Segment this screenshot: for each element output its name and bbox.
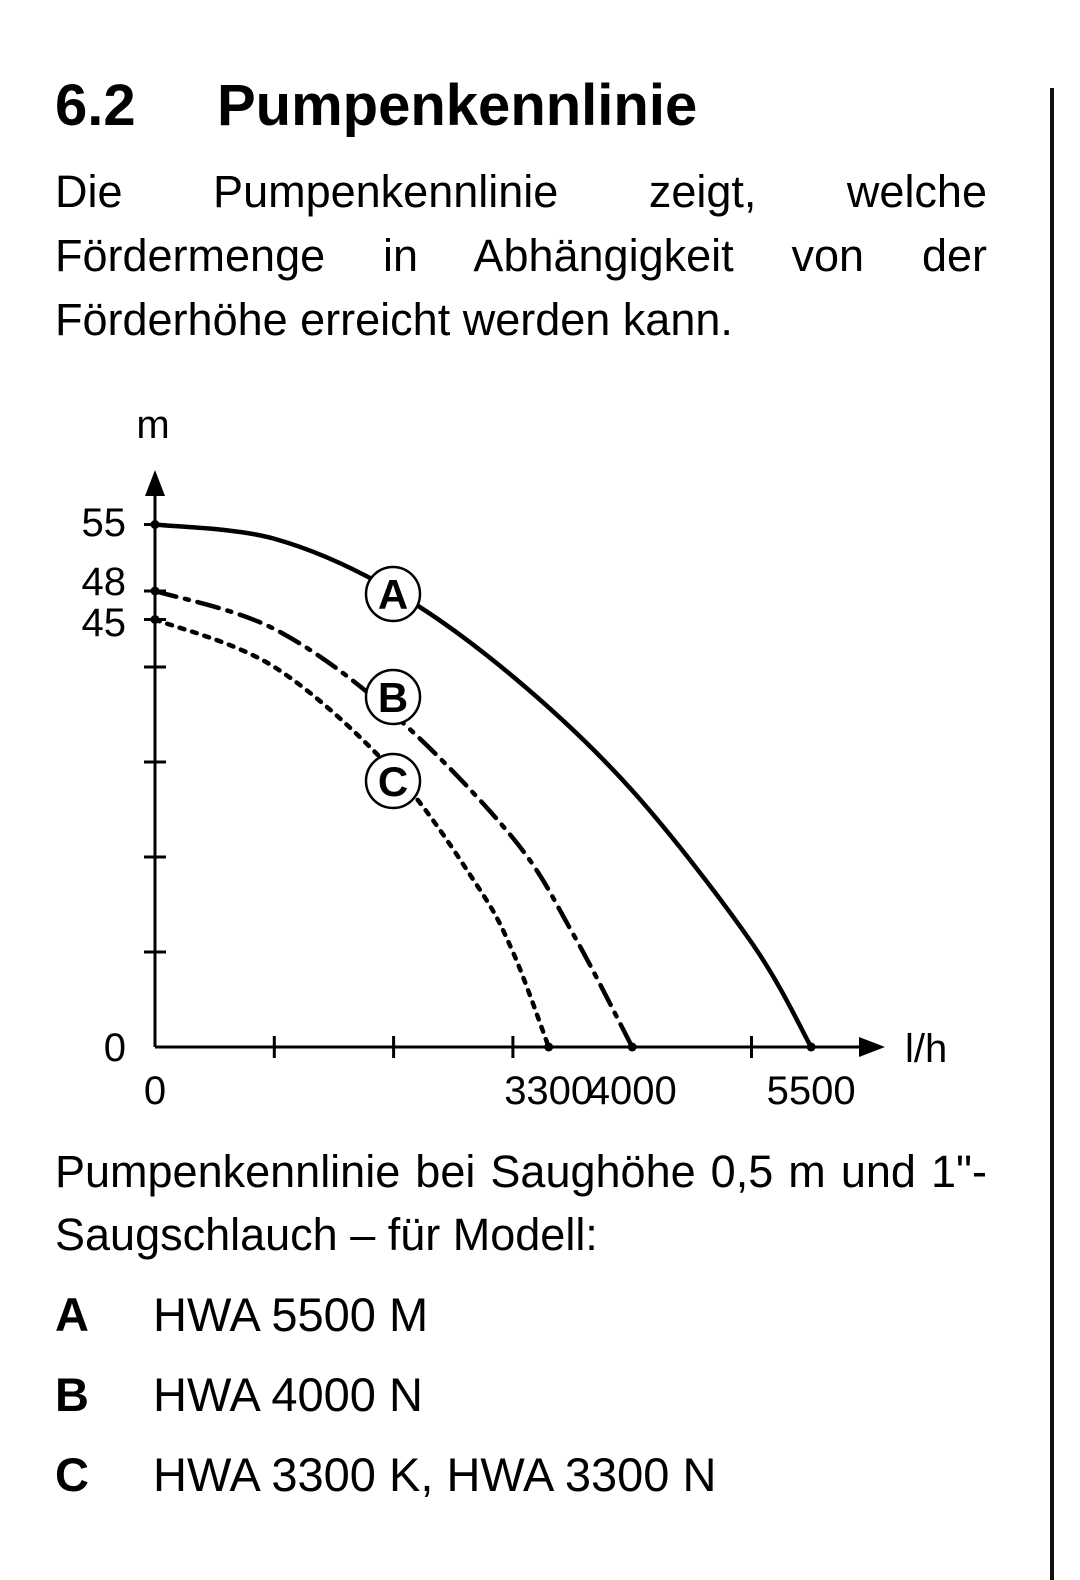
chart-svg [0,380,1000,1120]
legend-key: B [55,1368,89,1421]
curve-c-start-point [151,615,160,624]
legend-model: HWA 5500 M [153,1288,429,1341]
curve-b [155,591,632,1047]
x-axis-label: l/h [905,1027,948,1071]
section-title: Pumpenkennlinie [217,73,698,138]
curve-c [155,620,549,1048]
legend-model: HWA 4000 N [153,1368,423,1421]
curve-a-end-point [807,1043,816,1052]
curve-a [155,525,811,1048]
y-axis-label: m [136,403,170,447]
y-tick-label: 48 [81,560,126,604]
x-tick-label: 0 [143,1069,167,1113]
curve-a-badge-label: A [377,571,409,618]
y-axis-arrow-icon [145,470,165,496]
legend-model: HWA 3300 K, HWA 3300 N [153,1448,717,1501]
section-heading [55,70,697,142]
y-tick-label: 45 [81,601,126,645]
y-tick-label: 55 [81,501,126,545]
legend-item [55,1445,716,1525]
page-margin-rule [1050,88,1054,1580]
pump-curve-chart [0,380,1000,1120]
curve-c-badge-label: C [377,758,409,805]
legend-key: C [55,1448,89,1501]
curve-b-end-point [628,1043,637,1052]
x-axis-arrow-icon [859,1037,885,1057]
x-tick-label: 4000 [587,1069,677,1113]
model-legend [55,1285,716,1525]
intro-paragraph: Die Pumpenkennlinie zeigt, welche Fördermenge in Abhängigkeit von der Förderhöhe erreicht werden kann. [55,166,987,345]
legend-key: A [55,1288,89,1341]
curve-b-badge-label: B [377,674,409,721]
x-tick-label: 3300 [504,1069,594,1113]
chart-caption: Pumpenkennlinie bei Saughöhe 0,5 m und 1"-Saugschlauch – für Modell: [55,1146,987,1260]
curve-b-start-point [151,587,160,596]
curve-c-end-point [544,1043,553,1052]
legend-item [55,1365,716,1445]
legend-item [55,1285,716,1365]
y-tick-label: 0 [103,1026,126,1070]
section-number: 6.2 [55,73,136,138]
x-tick-label: 5500 [766,1069,856,1113]
curve-a-start-point [151,520,160,529]
